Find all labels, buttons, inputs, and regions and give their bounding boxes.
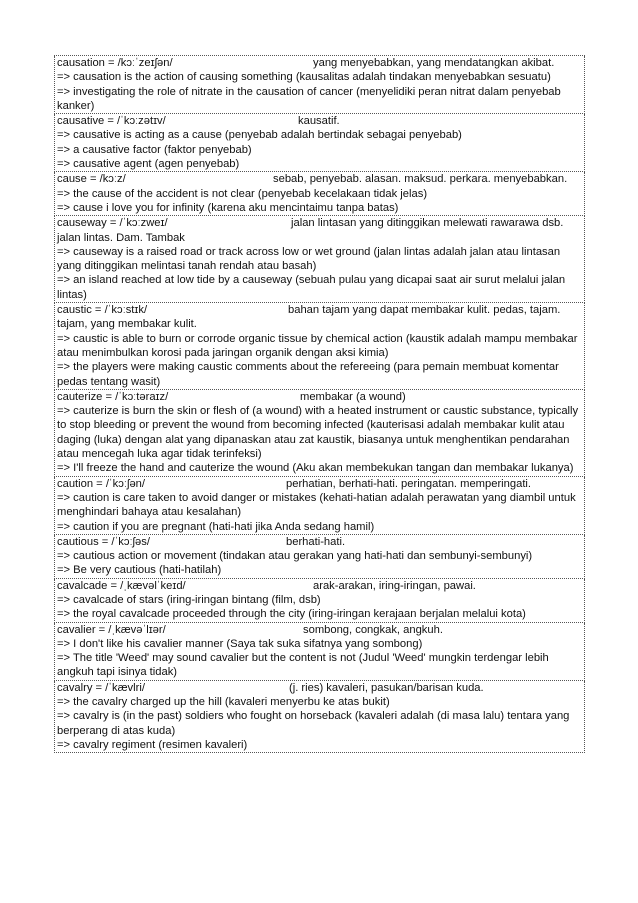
- example-line: => the cause of the accident is not clear (penyebab kecelakaan tidak jelas): [57, 187, 428, 200]
- example-line: => causative is acting as a cause (penyebab adalah bertindak sebagai penyebab): [57, 129, 462, 142]
- term-pronunciation: cavalier = /ˌkævəˈlɪər/: [57, 623, 166, 636]
- example-line: => cavalry regiment (resimen kavaleri): [57, 738, 248, 751]
- entry-head: [57, 56, 582, 70]
- example-line: => cautious action or movement (tindakan atau gerakan yang hati-hati dan sembunyi-sembunyi): [57, 550, 533, 563]
- entry-cautious: [54, 535, 585, 579]
- entry-head: [57, 477, 582, 491]
- entry-head: [57, 623, 582, 637]
- example-line: => cauterize is burn the skin or flesh of (a wound) with a heated instrument or caustic substance, typically to stop bleeding or prevent the wound from becoming infected (kauterisasi adalah membakar kulit atau daging (luka) dengan alat yang dipanaskan atau zat kaustik, biasanya untuk menghentikan pendarahan atau mencegah luka agar tidak terinfeksi): [57, 405, 579, 461]
- example-line: => cavalcade of stars (iring-iringan bintang (film, dsb): [57, 593, 321, 606]
- meaning: yang menyebabkan, yang mendatangkan akibat.: [313, 57, 555, 69]
- term-pronunciation: causative = /ˈkɔːzətɪv/: [57, 115, 166, 128]
- example-line: => an island reached at low tide by a causeway (sebuah pulau yang dicapai saat air surut melalui jalan lintas): [57, 274, 566, 301]
- term-pronunciation: caution = /ˈkɔːʃən/: [57, 477, 145, 490]
- term-pronunciation: causeway = /ˈkɔːzweɪ/: [57, 217, 168, 230]
- entry-head: [57, 681, 582, 695]
- example-line: => investigating the role of nitrate in the causation of cancer (menyelidiki peran nitrat dalam penyebab kanker): [57, 85, 561, 112]
- entry-head: [57, 216, 582, 245]
- term-pronunciation: cavalcade = /ˌkævəlˈkeɪd/: [57, 579, 186, 592]
- term-pronunciation: cause = /kɔːz/: [57, 173, 126, 186]
- example-line: => the players were making caustic comments about the refereeing (para pemain membuat komentar pedas tentang wasit): [57, 361, 559, 388]
- example-line: => causeway is a raised road or track across low or wet ground (jalan lintas adalah jalan atau lintasan yang ditinggikan melintasi tanah rendah atau basah): [57, 245, 561, 273]
- term-pronunciation: cavalry = /ˈkævlri/: [57, 681, 145, 694]
- meaning: (j. ries) kavaleri, pasukan/barisan kuda.: [289, 681, 484, 694]
- meaning: berhati-hati.: [286, 535, 346, 548]
- example-line: => I'll freeze the hand and cauterize the wound (Aku akan membekukan tangan dan membakar lukanya): [57, 462, 574, 475]
- example-line: => caution if you are pregnant (hati-hati jika Anda sedang hamil): [57, 520, 375, 533]
- meaning: arak-arakan, iring-iringan, pawai.: [313, 579, 476, 592]
- term-pronunciation: cautious = /ˈkɔːʃəs/: [57, 535, 150, 548]
- entry-head: [57, 303, 582, 332]
- example-line: => cavalry is (in the past) soldiers who fought on horseback (kavaleri adalah (di masa lalu) tentara yang berperang di atas kuda): [57, 710, 570, 737]
- meaning: bahan tajam yang dapat membakar kulit. pedas, tajam. tajam, yang membakar kulit.: [57, 304, 561, 331]
- meaning: kausatif.: [298, 115, 340, 128]
- example-line: => caustic is able to burn or corrode organic tissue by chemical action (kaustik adalah mampu membakar atau menimbulkan korosi pada jaringan organik dengan aksi kimia): [57, 332, 578, 359]
- example-line: => I don't like his cavalier manner (Saya tak suka sifatnya yang sombong): [57, 637, 423, 650]
- entry-caustic: [54, 303, 585, 390]
- meaning: sombong, congkak, angkuh.: [303, 623, 443, 636]
- term-pronunciation: causation = /kɔːˈzeɪʃən/: [57, 57, 173, 69]
- entry-cauterize: [54, 390, 585, 477]
- example-line: => Be very cautious (hati-hatilah): [57, 564, 222, 577]
- example-line: => the royal cavalcade proceeded through the city (iring-iringan kerajaan berjalan melalui kota): [57, 608, 526, 621]
- entry-head: [57, 390, 582, 404]
- example-line: => causation is the action of causing something (kausalitas adalah tindakan menyebabkan sesuatu): [57, 71, 551, 84]
- entry-cavalry: [54, 681, 585, 753]
- entry-cavalier: [54, 623, 585, 681]
- entry-head: [57, 579, 582, 593]
- entry-cause: [54, 172, 585, 216]
- vocabulary-table: [54, 55, 585, 753]
- term-pronunciation: caustic = /ˈkɔːstɪk/: [57, 304, 148, 317]
- example-line: => The title 'Weed' may sound cavalier but the content is not (Judul 'Weed' mungkin terdengar lebih angkuh tapi isinya tidak): [57, 652, 549, 679]
- meaning: sebab, penyebab. alasan. maksud. perkara. menyebabkan.: [273, 173, 568, 186]
- example-line: => caution is care taken to avoid danger or mistakes (kehati-hatian adalah perawatan yang diambil untuk menghindari bahaya atau kesalahan): [57, 491, 576, 519]
- entry-head: [57, 114, 582, 128]
- entry-causation: [54, 56, 585, 114]
- entry-causative: [54, 114, 585, 172]
- example-line: => causative agent (agen penyebab): [57, 158, 240, 171]
- entry-head: [57, 535, 582, 549]
- example-line: => a causative factor (faktor penyebab): [57, 143, 252, 156]
- entry-head: [57, 172, 582, 186]
- meaning: perhatian, berhati-hati. peringatan. memperingati.: [286, 477, 532, 490]
- entry-caution: [54, 477, 585, 535]
- example-line: => cause i love you for infinity (karena aku mencintaimu tanpa batas): [57, 201, 399, 214]
- term-pronunciation: cauterize = /ˈkɔːtəraɪz/: [57, 390, 169, 403]
- example-line: => the cavalry charged up the hill (kavaleri menyerbu ke atas bukit): [57, 696, 390, 709]
- entry-causeway: [54, 216, 585, 303]
- meaning: membakar (a wound): [300, 390, 406, 403]
- meaning: jalan lintasan yang ditinggikan melewati rawarawa dsb. jalan lintas. Dam. Tambak: [57, 217, 564, 244]
- entry-cavalcade: [54, 579, 585, 623]
